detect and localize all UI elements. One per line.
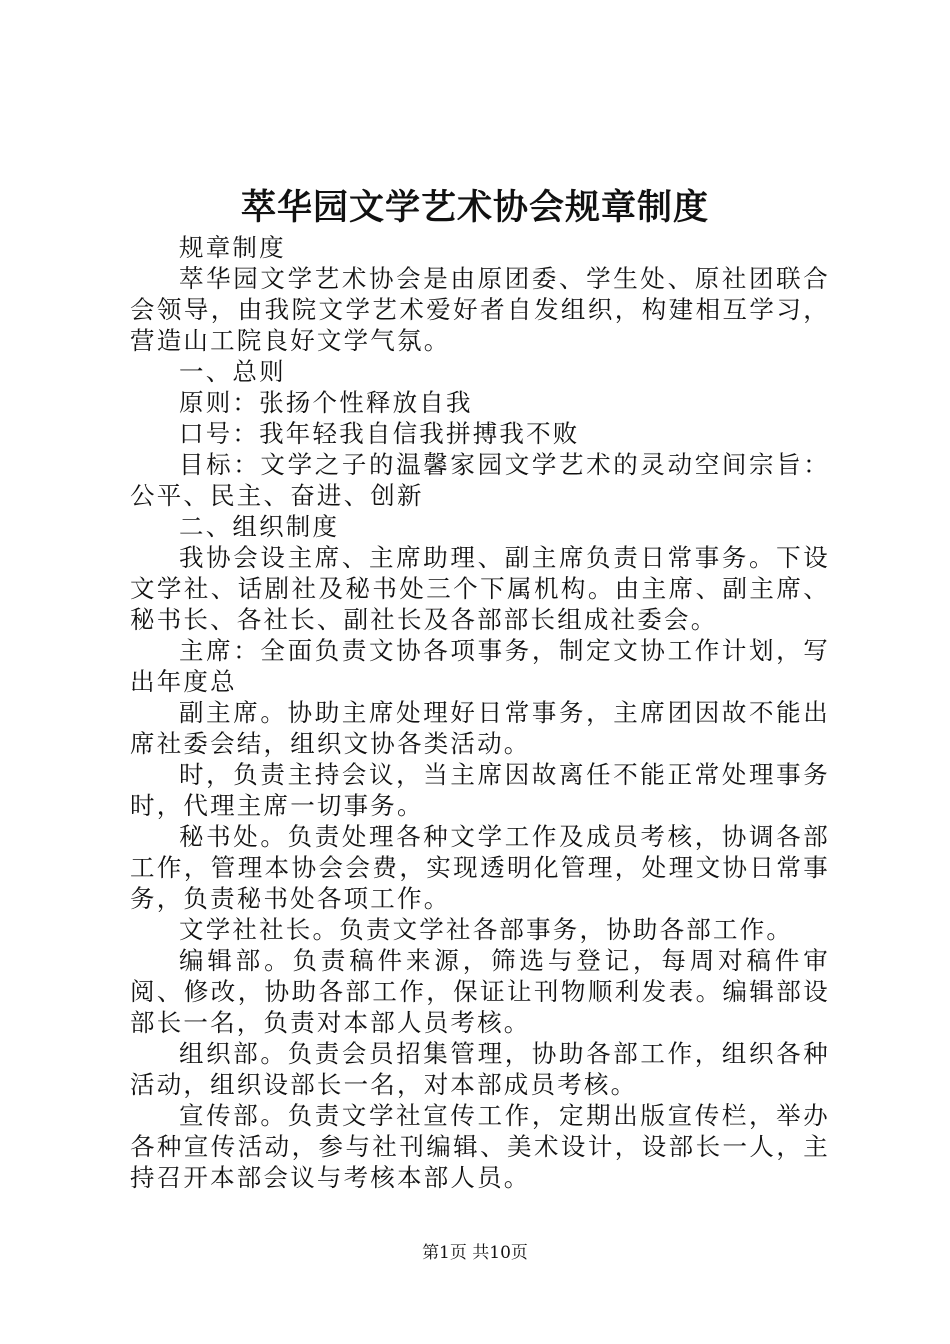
section-heading-general: 一、总则 [179,357,286,386]
paragraph-organization-dept: 组织部。负责会员招集管理，协助各部工作，组织各种活动，组织设部长一名，对本部成员考核。 [130,1039,830,1099]
document-body [130,232,830,1193]
paragraph-secretariat: 秘书处。负责处理各种文学工作及成员考核，协调各部工作，管理本协会会费，实现透明化管理，处理文协日常事务，负责秘书处各项工作。 [130,822,830,913]
paragraph-goal: 目标：文学之子的温馨家园文学艺术的灵动空间宗旨：公平、民主、奋进、创新 [130,450,830,510]
paragraph-heading-rules: 规章制度 [179,233,286,262]
paragraph-principle: 原则：张扬个性释放自我 [179,388,473,417]
document-title: 萃华园文学艺术协会规章制度 [240,187,709,228]
page-footer [0,1241,950,1265]
paragraph-slogan: 口号：我年轻我自信我拼搏我不败 [179,419,580,448]
paragraph-literature-head: 文学社社长。负责文学社各部事务，协助各部工作。 [179,915,794,944]
section-heading-organization: 二、组织制度 [179,512,340,541]
paragraph-meeting-duty: 时，负责主持会议，当主席因故离任不能正常处理事务时，代理主席一切事务。 [130,760,830,820]
paragraph-publicity-dept: 宣传部。负责文学社宣传工作，定期出版宣传栏，举办各种宣传活动，参与社刊编辑、美术设计，设部长一人，主持召开本部会议与考核本部人员。 [130,1101,830,1192]
paragraph-chairman: 主席：全面负责文协各项事务，制定文协工作计划，写出年度总 [130,636,830,696]
page-number: 第1页 共10页 [422,1243,528,1263]
paragraph-intro: 萃华园文学艺术协会是由原团委、学生处、原社团联合会领导，由我院文学艺术爱好者自发组织，构建相互学习，营造山工院良好文学气氛。 [130,264,830,355]
paragraph-vice-chairman: 副主席。协助主席处理好日常事务，主席团因故不能出席社委会结，组织文协各类活动。 [130,698,830,758]
paragraph-editorial-dept: 编辑部。负责稿件来源，筛选与登记，每周对稿件审阅、修改，协助各部工作，保证让刊物顺利发表。编辑部设部长一名，负责对本部人员考核。 [130,946,830,1037]
paragraph-structure: 我协会设主席、主席助理、副主席负责日常事务。下设文学社、话剧社及秘书处三个下属机构。由主席、副主席、秘书长、各社长、副社长及各部部长组成社委会。 [130,543,830,634]
